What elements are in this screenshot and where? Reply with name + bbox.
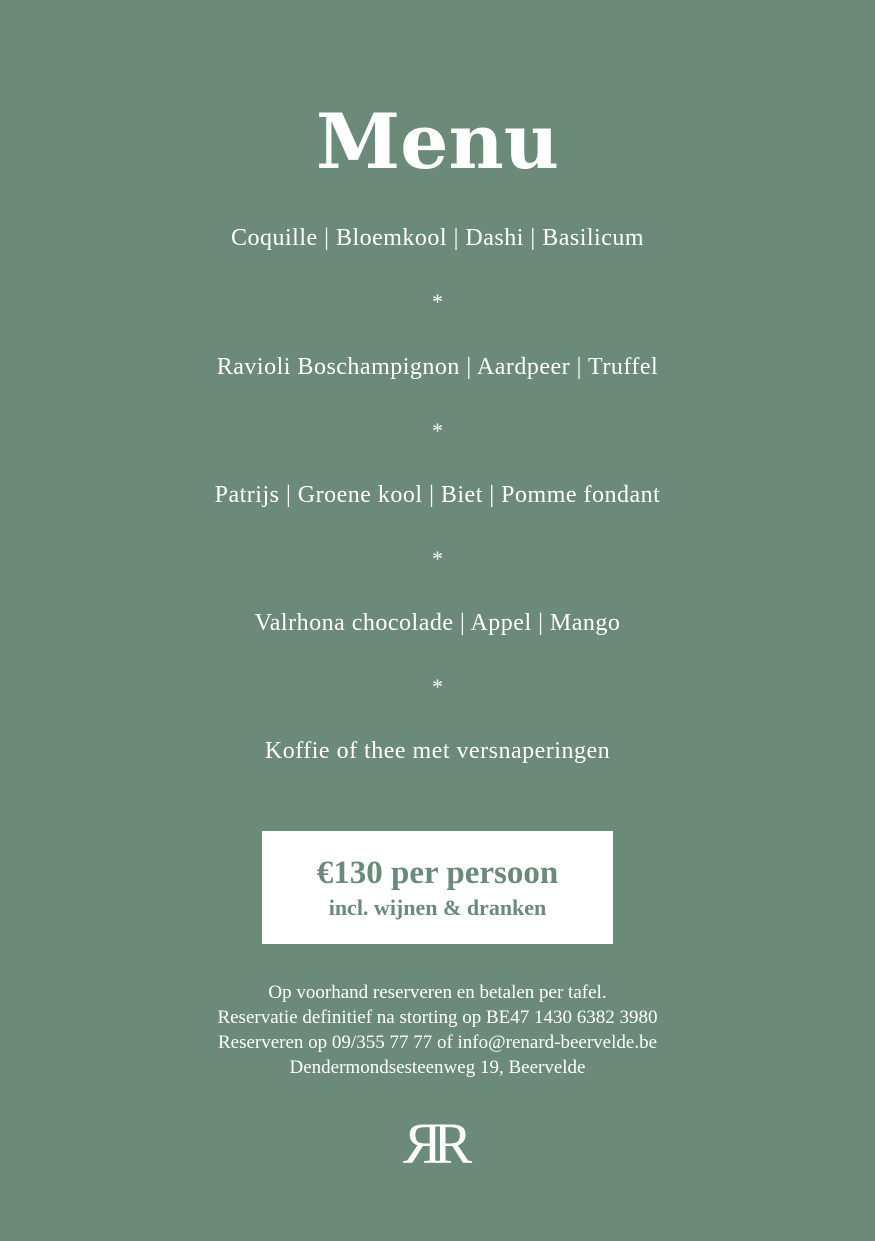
- reservation-info: [0, 980, 875, 1080]
- course-3: Patrijs | Groene kool | Biet | Pomme fondant: [214, 482, 661, 508]
- course-2: Ravioli Boschampignon | Aardpeer | Truffel: [216, 354, 659, 380]
- price-main: €130 per persoon: [316, 855, 559, 891]
- menu-title: Menu: [316, 97, 559, 186]
- info-line-bank: Reservatie definitief na storting op BE47 1430 6382 3980: [217, 1007, 658, 1028]
- price-sub: incl. wijnen & dranken: [328, 895, 547, 920]
- course-1: Coquille | Bloemkool | Dashi | Basilicum: [230, 225, 645, 251]
- separator: *: [432, 418, 443, 443]
- course-4: Valrhona chocolade | Appel | Mango: [254, 610, 621, 636]
- rr-logo: [0, 1112, 875, 1176]
- separator: *: [432, 674, 443, 699]
- logo-letter-mirrored: R: [402, 1111, 442, 1176]
- info-line-contact: Reserveren op 09/355 77 77 of info@renard-beervelde.be: [217, 1032, 658, 1053]
- logo-letter: R: [433, 1111, 473, 1176]
- separator: *: [432, 546, 443, 571]
- info-line-address: Dendermondsesteenweg 19, Beervelde: [289, 1057, 586, 1078]
- info-line: Op voorhand reserveren en betalen per tafel.: [268, 982, 607, 1003]
- price-box: [262, 831, 613, 944]
- separator: *: [432, 289, 443, 314]
- course-5: Koffie of thee met versnaperingen: [264, 738, 611, 764]
